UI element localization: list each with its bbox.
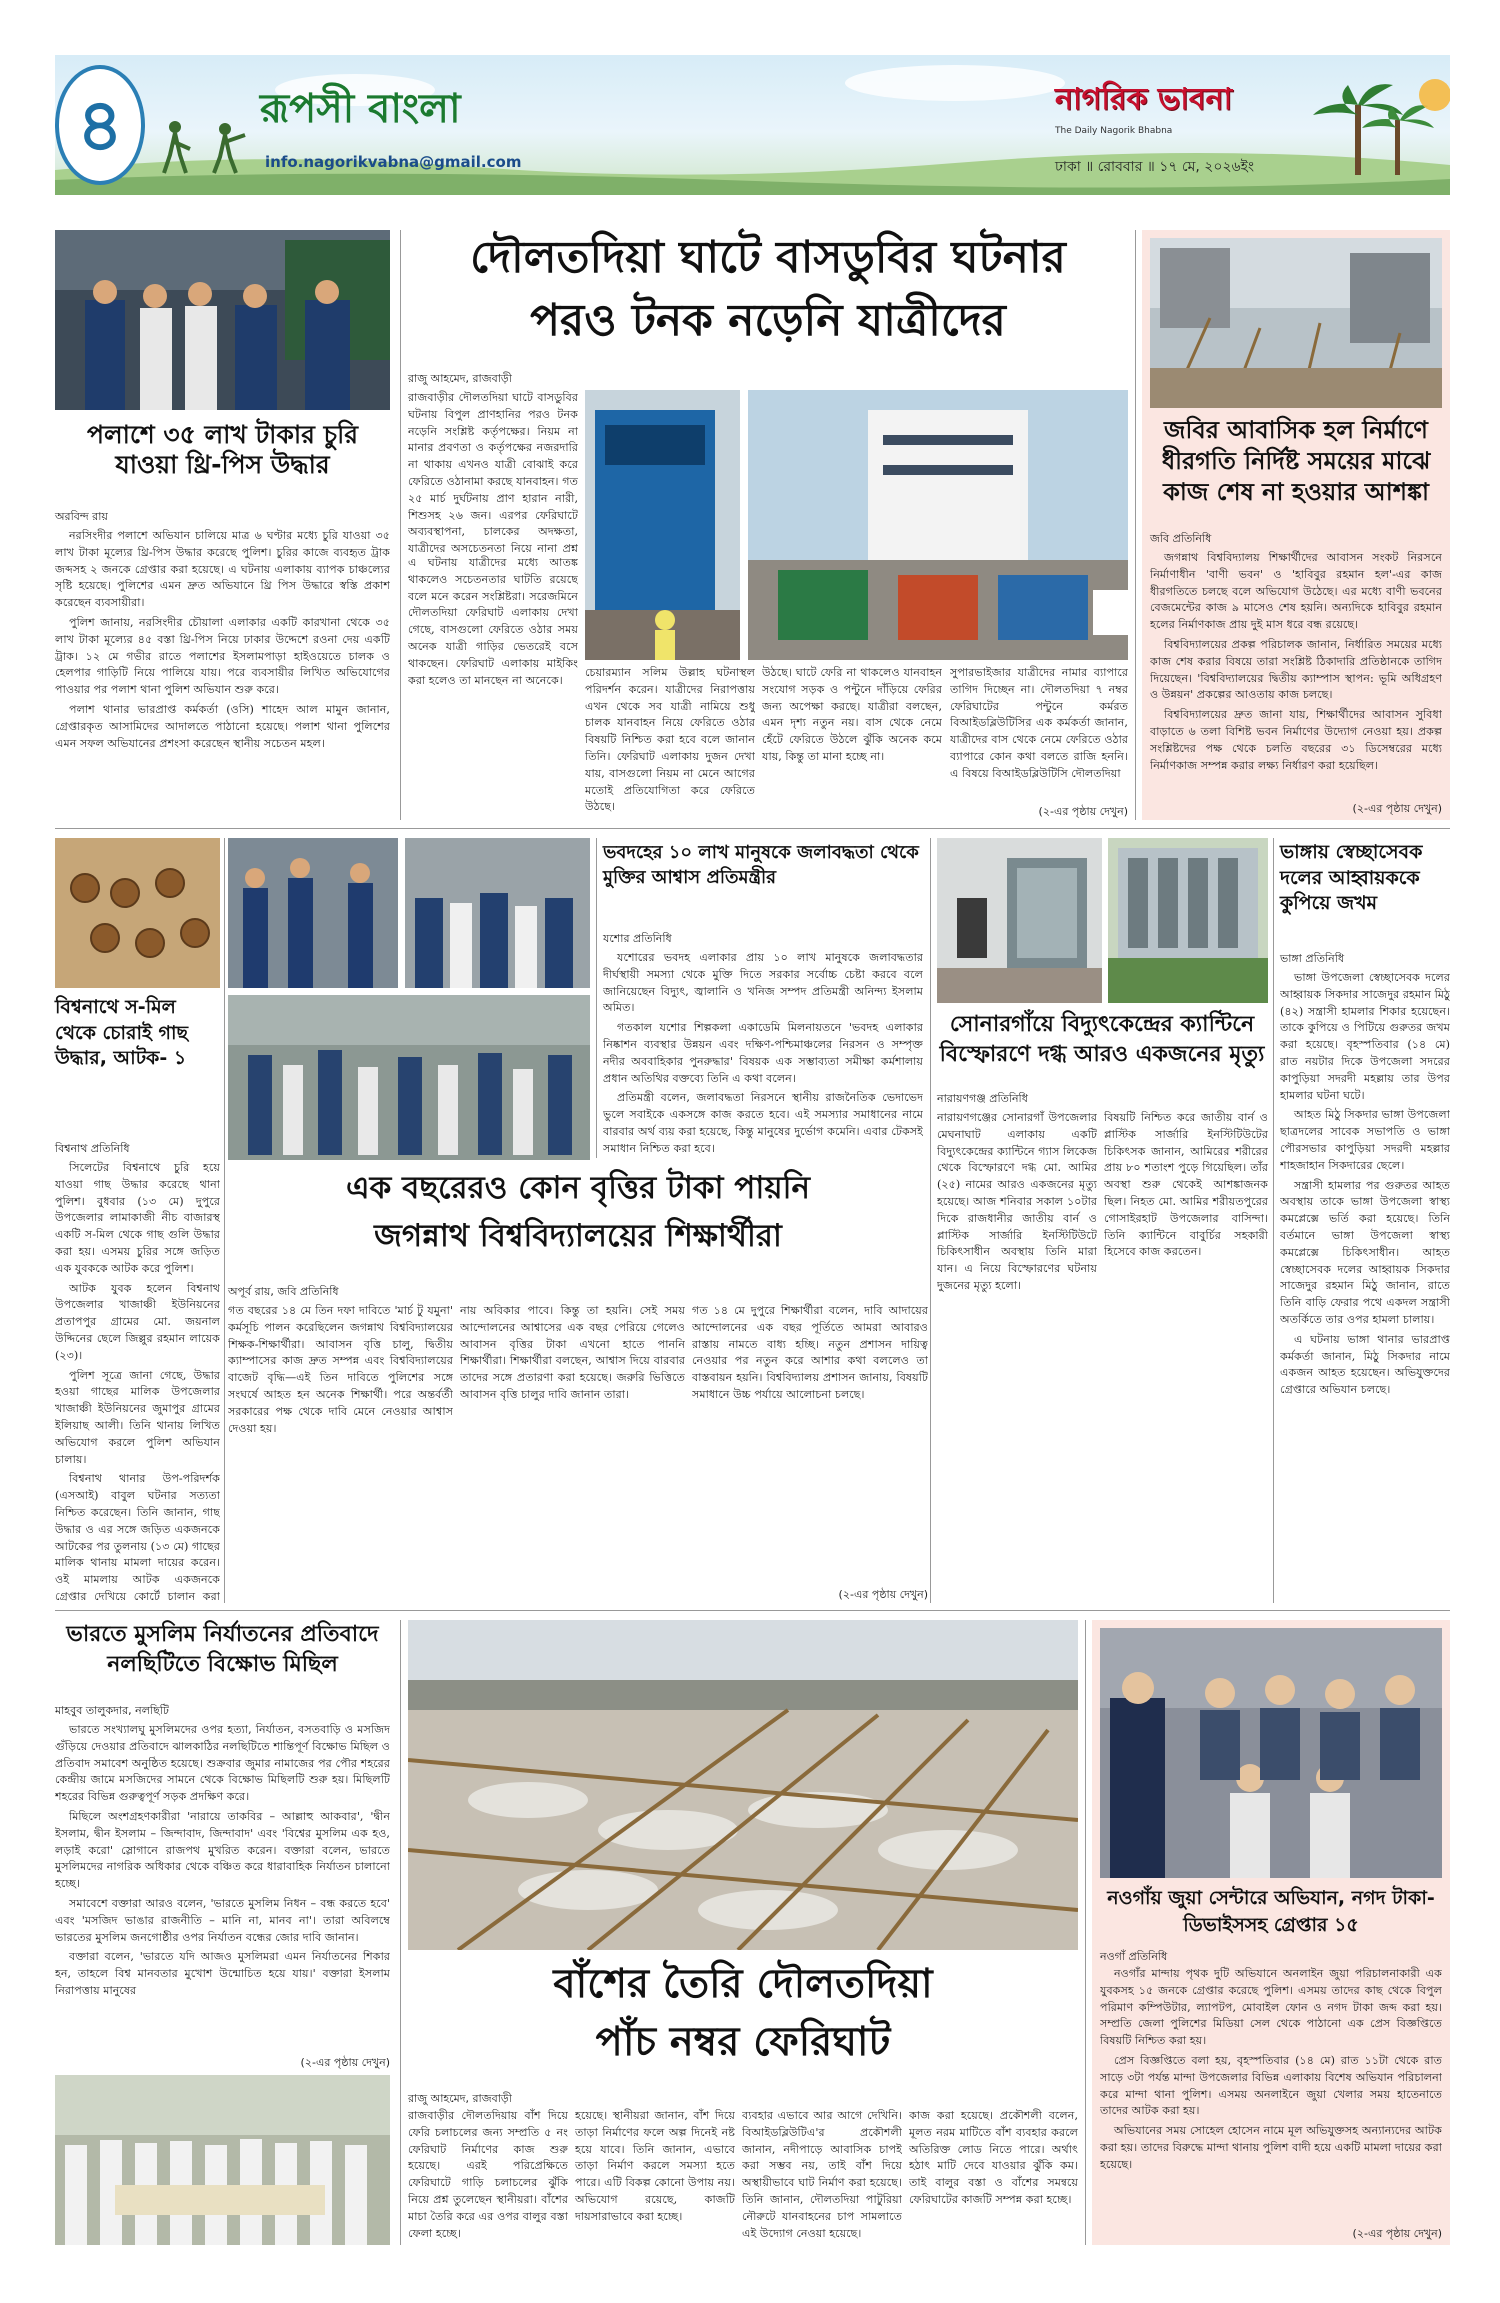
- palash-headline: পলাশে ৩৫ লাখ টাকার চুরি যাওয়া থ্রি-পিস উদ্ধার: [86, 420, 359, 479]
- bhanga-headline: ভাঙ্গায় স্বেচ্ছাসেবক দলের আহ্বায়ককে কুপিয়ে জখম: [1280, 841, 1423, 915]
- nalchity-paragraph: মিছিলে অংশগ্রহণকারীরা 'নারায়ে তাকবির – আল্লাহু আকবার', 'দ্বীন ইসলাম, দ্বীন ইসলাম – জিন্দাবাদ, জিন্দাবাদ' এবং 'বিশ্বের মুসলিম এক হও, লড়াই করো' স্লোগানে রাজপথ মুখরিত করেন। বক্তারা বলেন, ভারতে মুসলিমদের নাগরিক অধিকার থেকে বঞ্চিত করে ধারাবাহিক নির্যাতন চালানো হচ্ছে।: [55, 1809, 390, 1891]
- column-rule: [400, 230, 401, 820]
- sonargaon-col-2: বিষয়টি নিশ্চিত করে জাতীয় বার্ন ও প্লাস্টিক সার্জারি ইনস্টিটিউটের চিকিৎসক জানান, আমিরের শরীরের প্রায় ৮০ শতাংশ পুড়ে গিয়েছিল। তাঁর অবস্থা শুরু থেকেই আশঙ্কাজনক ছিল। নিহত মো. আমির শরীয়তপুরের গোসাইরহাট উপজেলার বাসিন্দা। তিনি ক্যান্টিনে বাবুর্চির সহকারী হিসেবে কাজ করতেন।: [1104, 1111, 1268, 1259]
- jabi-paragraph: বিশ্ববিদ্যালয়ের প্রকল্প পরিচালক জানান, নির্ধারিত সময়ের মধ্যে কাজ শেষ করার বিষয়ে তারা সংশ্লিষ্ট ঠিকাদারি প্রতিষ্ঠানকে তাগিদ দিয়েছেন। 'বিশ্ববিদ্যালয়ের দ্বিতীয় ক্যাম্পাস স্থাপন: ভূমি অধিগ্রহণ ও উন্নয়ন' প্রকল্পের আওতায় কাজ চলছে।: [1150, 637, 1442, 702]
- jabi-body: [1150, 550, 1442, 795]
- bamboo-col-3: ব্যবহার এভাবে আর আগে দেখিনি। বিআইডব্লিউটিএ'র প্রকৌশলী জানান, নদীপাড়ে আবাসিক চাপই করা সম্ভব নয়, তাই বাঁশ দিয়ে অস্থায়ীভাবে ঘাট নির্মাণ করা হয়েছে। তিনি জানান, দৌলতদিয়া পাটুরিয়া নৌরুটে যানবাহনের চাপ সামলাতে এই উদ্যোগ নেওয়া হয়েছে।: [742, 2109, 902, 2240]
- nalchity-paragraph: ভারতে সংখ্যালঘু মুসলিমদের ওপর হত্যা, নির্যাতন, বসতবাড়ি ও মসজিদ গুঁড়িয়ে দেওয়ার প্রতিবাদে ঝালকাঠির নলছিটিতে শান্তিপূর্ণ বিক্ষোভ মিছিল ও প্রতিবাদ সমাবেশ অনুষ্ঠিত হয়েছে। শুক্রবার জুমার নামাজের পর পৌর শহরের কেন্দ্রীয় জামে মসজিদের সামনে থেকে বিক্ষোভ মিছিলটি শুরু হয়। মিছিলটি শহরের বিভিন্ন গুরুত্বপূর্ণ সড়ক প্রদক্ষিণ করে।: [55, 1723, 390, 1804]
- naogaon-photo: [1100, 1628, 1442, 1878]
- protest-photo-2: [405, 838, 590, 988]
- main-continued: (২-এর পৃষ্ঠায় দেখুন): [1038, 805, 1128, 818]
- dateline: ঢাকা ॥ রোববার ॥ ১৭ মে, ২০২৬ইং: [1055, 159, 1254, 175]
- main-headline-line2: পরও টনক নড়েনি যাত্রীদের: [530, 295, 1006, 346]
- palash-paragraph: পুলিশ জানায়, নরসিংদীর চৌয়ালা এলাকার একটি কারখানা থেকে ৩৫ লাখ টাকা মূল্যের ৪৫ বস্তা থ্রি-পিস নিয়ে ঢাকার উদ্দেশে রওনা দেয় একটি ট্রাক। ১২ মে গভীর রাতে পলাশের ইসলামপাড়া হাইওয়েতে চালক ও হেলপার গাড়িটি নিয়ে পালিয়ে যায়। পরে ব্যবসায়ীর লিখিত অভিযোগের পাওয়ার পর পলাশ থানা পুলিশ অভিযান শুরু করে।: [55, 615, 390, 697]
- bhanga-paragraph: এ ঘটনায় ভাঙ্গা থানার ভারপ্রাপ্ত কর্মকর্তা জানান, মিঠু সিকদার নামে একজন আহত হয়েছেন। অভিযুক্তদের গ্রেপ্তারে অভিযান চলছে।: [1280, 1332, 1450, 1397]
- bhabadaha-byline: যশোর প্রতিনিধি: [603, 932, 672, 945]
- column-rule: [930, 838, 931, 1603]
- sonargaon-byline: নারায়ণগঞ্জ প্রতিনিধি: [937, 1092, 1028, 1105]
- naogaon-byline: নওগাঁ প্রতিনিধি: [1100, 1950, 1168, 1963]
- row-rule: [55, 1610, 1450, 1611]
- main-col-4: উঠছে। ঘাটে ফেরি না থাকলেও যানবাহন সংযোগ সড়ক ও পন্টুনে দাঁড়িয়ে ফেরির জন্য অপেক্ষা করছে। যাত্রীরা বলছেন, এমন দৃশ্য নতুন নয়। বাস থেকে নেমে হেঁটে ফেরিতে উঠলে ঝুঁকি অনেক কমে যায়, কিন্তু তা মানা হচ্ছে না।: [762, 666, 942, 763]
- main-col-3: চেয়ারম্যান সলিম উল্লাহ ঘটনাস্থল পরিদর্শন করেন। যাত্রীদের নিরাপত্তায় এখন থেকে সব যাত্রী নামিয়ে শুধু চালক যানবাহন নিয়ে ফেরিতে ওঠার বিষয়টি নিশ্চিত করা হবে বলে জানান তিনি। ফেরিঘাট এলাকায় দুজন দেখা যায়, বাসগুলো নিয়ম না মেনে আগের মতোই প্রতিযোগিতা করে ফেরিতে উঠছে।: [585, 666, 755, 814]
- palash-paragraph: নরসিংদীর পলাশে অভিযান চালিয়ে মাত্র ৬ ঘণ্টার মধ্যে চুরি যাওয়া ৩৫ লাখ টাকা মূল্যের থ্রি-পিস উদ্ধার করেছে পুলিশ। চুরির কাজে ব্যবহৃত ট্রাক জব্দসহ ২ জনকে গ্রেপ্তার করা হয়েছে। এ ঘটনায় এলাকায় ব্যাপক চাঞ্চল্যের সৃষ্টি হয়েছে। পুলিশের এমন দ্রুত অভিযানে থ্রি পিস উদ্ধারে স্বস্তি প্রকাশ করেছেন ব্যবসায়ীরা।: [55, 529, 390, 610]
- jabi-photo: [1150, 238, 1442, 408]
- bhabadaha-paragraph: যশোরের ভবদহ এলাকার প্রায় ১০ লাখ মানুষকে জলাবদ্ধতার দীর্ঘস্থায়ী সমস্যা থেকে মুক্তি দিতে সরকার সর্বোচ্চ চেষ্টা করবে বলে জানিয়েছেন বিদ্যুৎ, জ্বালানি ও খনিজ সম্পদ প্রতিমন্ত্রী অনিন্দ্য ইসলাম অমিত।: [603, 951, 923, 1015]
- column-rule: [1273, 838, 1274, 1603]
- naogaon-continued: (২-এর পৃষ্ঠায় দেখুন): [1352, 2227, 1442, 2240]
- bhanga-paragraph: সন্ত্রাসী হামলার পর গুরুতর আহত অবস্থায় তাকে ভাঙ্গা উপজেলা স্বাস্থ্য কমপ্লেক্সে ভর্তি করা হয়েছে। তিনি বর্তমানে ভাঙ্গা উপজেলা স্বাস্থ্য কমপ্লেক্সে চিকিৎসাধীন। আহত স্বেচ্ছাসেবক দলের আহ্বায়ক সিকদার সাজেদুর রহমান মিঠু জানান, রাতে তিনি বাড়ি ফেরার পথে একদল সন্ত্রাসী অতর্কিতে তার ওপর হামলা চালায়।: [1280, 1178, 1450, 1326]
- column-rule: [400, 1620, 401, 2245]
- bishwanath-byline: বিশ্বনাথ প্রতিনিধি: [55, 1142, 130, 1155]
- bamboo-photo: [408, 1620, 1078, 1950]
- nalchity-byline: মাহবুব তালুকদার, নলছিটি: [55, 1704, 169, 1717]
- naogaon-paragraph: প্রেস বিজ্ঞপ্তিতে বলা হয়, বৃহস্পতিবার (১৪ মে) রাত ১১টা থেকে রাত সাড়ে ৩টা পর্যন্ত মান্দা উপজেলার বিভিন্ন এলাকায় বিশেষ অভিযান পরিচালনা করে মান্দা থানা পুলিশ। এসময় অনলাইনে জুয়া খেলার সময় হাতেনাতে তাদের আটক করা হয়।: [1100, 2053, 1442, 2118]
- protest-photo-1: [228, 838, 398, 988]
- main-byline: রাজু আহমেদ, রাজবাড়ী: [408, 372, 512, 385]
- bishwanath-body: [55, 1160, 220, 1605]
- sonargaon-photo-room: [937, 838, 1102, 1003]
- bishwanath-photo-logs: [55, 838, 220, 988]
- section-email: info.nagorikvabna@gmail.com: [265, 153, 522, 171]
- sonargaon-headline: সোনারগাঁয়ে বিদ্যুৎকেন্দ্রের ক্যান্টিনে বিস্ফোরণে দগ্ধ আরও একজনের মৃত্যু: [939, 1012, 1265, 1067]
- bamboo-headline-line1: বাঁশের তৈরি দৌলতদিয়া: [553, 1961, 933, 2007]
- main-headline-line1: দৌলতদিয়া ঘাটে বাসডুবির ঘটনার: [470, 232, 1066, 283]
- jabi-byline: জবি প্রতিনিধি: [1150, 532, 1212, 545]
- jagannath-headline-line2: জগন্নাথ বিশ্ববিদ্যালয়ের শিক্ষার্থীরা: [374, 1218, 782, 1254]
- nalchity-paragraph: বক্তারা বলেন, 'ভারতে যদি আজও মুসলিমরা এমন নির্যাতনের শিকার হন, তাহলে বিশ্ব মানবতার মুখোশ উন্মোচিত হয়ে যায়।' বক্তারা ইসলাম নিরাপত্তায় মানুষের: [55, 1950, 390, 1997]
- jagannath-col-2: নায় অবিকার পাবে। কিন্তু তা হয়নি। সেই সময় আন্দোলনের আশ্বাসের এক বছর পেরিয়ে গেলেও আবাসন বৃত্তির টাকা এখনো হাতে পাননি শিক্ষার্থীরা। শিক্ষার্থীরা বলছেন, আশ্বাস দিয়ে বারবার তাদের সঙ্গে প্রতারণা করা হয়েছে। জরুরি ভিত্তিতে আবাসন বৃত্তি চালুর দাবি জানান তারা।: [460, 1304, 685, 1401]
- paper-logo: [1055, 75, 1235, 145]
- main-photo-ferry: [748, 390, 1128, 660]
- main-col-2: এ ঘটনায় যাত্রীদের মধ্যে আতঙ্ক থাকলেও সচেতনতার ঘাটতি রয়েছে বলে মনে করেন সংশ্লিষ্টরা। সরেজমিনে দৌলতদিয়া ফেরিঘাট এলাকায় দেখা গেছে, বাসগুলো ফেরিতে ওঠার সময় অনেক যাত্রী গাড়ির ভেতরেই বসে থাকছেন। ফেরিঘাট এলাকায় মাইকিং করা হলেও তা মানছেন না অনেকে।: [408, 556, 578, 687]
- bishwanath-paragraph: বিশ্বনাথ থানার উপ-পরিদর্শক (এসআই) বাবুল ঘটনার সত্যতা নিশ্চিত করেছেন। তিনি জানান, গাছ উদ্ধার ও এর সঙ্গে জড়িত একজনকে আটকের পর তুলনায় (১৩ মে) গাছের মালিক থানায় মামলা দায়ের করেন। ওই মামলায় আটক একজনকে গ্রেপ্তার দেখিয়ে কোর্টে চালান করা: [55, 1472, 220, 1603]
- naogaon-paragraph: নওগাঁর মান্দায় পৃথক দুটি অভিযানে অনলাইন জুয়া পরিচালনাকারী এক যুবকসহ ১৫ জনকে গ্রেপ্তার করেছে পুলিশ। এসময় তাদের কাছ থেকে বিপুল পরিমাণ কম্পিউটার, ল্যাপটপ, মোবাইল ফোন ও নগদ টাকা জব্দ করা হয়। সম্প্রতি জেলা পুলিশের মিডিয়া সেল থেকে পাঠানো এক প্রেস বিজ্ঞপ্তিতে বিষয়টি নিশ্চিত করা হয়।: [1100, 1967, 1442, 2048]
- bishwanath-paragraph: পুলিশ সূত্রে জানা গেছে, উদ্ধার হওয়া গাছের মালিক উপজেলার খাজাঞ্চী ইউনিয়নের জুমাপুর গ্রামের ইলিয়াছ আলী। তিনি থানায় লিখিত অভিযোগ করলে পুলিশ অভিযান চালায়।: [55, 1368, 220, 1466]
- bhanga-paragraph: আহত মিঠু সিকদার ভাঙ্গা উপজেলা ছাত্রদলের সাবেক সভাপতি ও ভাঙ্গা পৌরসভার কাপুড়িয়া সদরদী মহল্লার শাহজাহান সিকদারের ছেলে।: [1280, 1108, 1450, 1172]
- masthead-banner: [55, 55, 1450, 195]
- row-rule: [55, 828, 1450, 829]
- column-rule: [1135, 230, 1136, 820]
- jagannath-byline: অপূর্ব রায়, জবি প্রতিনিধি: [228, 1285, 339, 1298]
- main-photo-bus: [585, 390, 740, 660]
- naogaon-headline: নওগাঁয় জুয়া সেন্টারে অভিযান, নগদ টাকা-ডিভাইসসহ গ্রেপ্তার ১৫: [1107, 1887, 1435, 1936]
- jabi-paragraph: বিশ্ববিদ্যালয়ের দ্রুত জানা যায়, শিক্ষার্থীদের আবাসন সুবিধা বাড়াতে ৬ তলা বিশিষ্ট ভবন নির্মাণের উদ্যোগ নেওয়া হয়। প্রকল্প সংশ্লিষ্টদের পক্ষ থেকে চলতি বছরের ৩১ ডিসেম্বরের মধ্যে নির্মাণকাজ সম্পন্ন করার লক্ষ্য নির্ধারণ করা হয়েছিল।: [1150, 708, 1442, 772]
- bhabadaha-paragraph: প্রতিমন্ত্রী বলেন, জলাবদ্ধতা নিরসনে স্থানীয় রাজনৈতিক ভেদাভেদ ভুলে সবাইকে একসঙ্গে কাজ করতে হবে। এই সমস্যার সমাধানের নামে বারবার অর্থ ব্যয় করা হয়েছে, কিন্তু মানুষের দুর্ভোগ কমেনি। এবার টেকসই সমাধান নিশ্চিত করা হবে।: [603, 1091, 923, 1155]
- bishwanath-headline: বিশ্বনাথে স-মিল থেকে চোরাই গাছ উদ্ধার, আটক- ১: [55, 996, 188, 1070]
- paper-name: নাগরিক ভাবনা: [1055, 82, 1233, 117]
- bamboo-byline: রাজু আহমেদ, রাজবাড়ী: [408, 2092, 512, 2105]
- section-title: রূপসী বাংলা: [260, 86, 461, 132]
- palash-body: [55, 528, 390, 818]
- farmer-illustration: [150, 115, 260, 175]
- bhabadaha-body: [603, 950, 923, 1160]
- bamboo-headline-line2: পাঁচ নম্বর ফেরিঘাট: [595, 2019, 891, 2065]
- bhanga-paragraph: ভাঙ্গা উপজেলা স্বেচ্ছাসেবক দলের আহ্বায়ক সিকদার সাজেদুর রহমান মিঠু (৪২) সন্ত্রাসী হামলার শিকার হয়েছেন। তাকে কুপিয়ে ও পিটিয়ে গুরুতর জখম করা হয়েছে। বৃহস্পতিবার (১৪ মে) রাত নয়টার দিকে উপজেলা সদরের কাপুড়িয়া সদরদী মহল্লায় তার উপর হামলার ঘটনা ঘটে।: [1280, 971, 1450, 1102]
- palash-byline: অরবিন্দ রায়: [55, 510, 108, 523]
- nalchity-body: [55, 1722, 390, 2052]
- page-number: ৪: [76, 83, 124, 167]
- nalchity-continued: (২-এর পৃষ্ঠায় দেখুন): [300, 2056, 390, 2069]
- jabi-paragraph: জগন্নাথ বিশ্ববিদ্যালয় শিক্ষার্থীদের আবাসন সংকট নিরসনে নির্মাণাধীন 'বাণী ভবন' ও 'হাবিবুর রহমান হল'-এর কাজ ধীরগতিতে চলছে বলে অভিযোগ উঠেছে। এর মধ্যে বাণী ভবনের বেজমেন্টের কাজ ৯ মাসেও শেষ হয়নি। অন্যদিকে হাবিবুর রহমান হলের নির্মাণকাজ প্রায় দুই মাস ধরে বন্ধ রয়েছে।: [1150, 551, 1442, 632]
- bishwanath-paragraph: আটক যুবক হলেন বিশ্বনাথ উপজেলার খাজাঞ্চী ইউনিয়নের প্রতাপপুর গ্রামের মো. জয়নাল উদ্দিনের ছেলে জিল্লুর রহমান লায়েক (২৩)।: [55, 1281, 220, 1362]
- bamboo-col-1: রাজবাড়ীর দৌলতদিয়ায় বাঁশ দিয়ে ফেরি চলাচলের জন্য সম্প্রতি ৫ নং ফেরিঘাট নির্মাণের কাজ শুরু হয়েছে। এরই পরিপ্রেক্ষিতে ফেরিঘাটে গাড়ি চলাচলের ঝুঁকি নিয়ে প্রশ্ন তুলেছেন স্থানীয়রা। বাঁশের মাচা তৈরি করে এর ওপর বালুর বস্তা ফেলা হচ্ছে।: [408, 2109, 568, 2240]
- palash-photo: [55, 230, 390, 410]
- sonargaon-col-1: নারায়ণগঞ্জের সোনারগাঁ উপজেলার মেঘনাঘাট এলাকায় একটি বিদ্যুৎকেন্দ্রের ক্যান্টিনে গ্যাস লিকেজ থেকে বিস্ফোরণে দগ্ধ মো. আমির (২৫) নামের আরও একজনের মৃত্যু হয়েছে। আজ শনিবার সকাল ১০টার দিকে রাজধানীর জাতীয় বার্ন ও প্লাস্টিক সার্জারি ইনস্টিটিউটে চিকিৎসাধীন অবস্থায় তিনি মারা যান। এ নিয়ে বিস্ফোরণের ঘটনায় দুজনের মৃত্যু হলো।: [937, 1111, 1097, 1292]
- column-rule: [224, 838, 225, 1603]
- nalchity-headline: ভারতে মুসলিম নির্যাতনের প্রতিবাদে নলছিটিতে বিক্ষোভ মিছিল: [66, 1622, 379, 1677]
- jabi-headline: জবির আবাসিক হল নির্মাণে ধীরগতি নির্দিষ্ট সময়ের মাঝে কাজ শেষ না হওয়ার আশঙ্কা: [1161, 416, 1431, 507]
- sonargaon-photo-exterior: [1108, 838, 1268, 1003]
- jabi-continued: (২-এর পৃষ্ঠায় দেখুন): [1352, 802, 1442, 815]
- bamboo-col-2: হয়েছে। স্থানীয়রা জানান, বাঁশ দিয়ে তাড়া নির্মাণের ফলে অল্প দিনেই নষ্ট হয়ে যাবে। তিনি জানান, এভাবে তাড়া নির্মাণ করলে সমস্যা হতে পারে। এটি বিকল্প কোনো উপায় নয়। অভিযোগ রয়েছে, কাজটি দায়সারাভাবে করা হচ্ছে।: [575, 2109, 735, 2223]
- bamboo-col-4: কাজ করা হয়েছে। প্রকৌশলী বলেন, মূলত নরম মাটিতে বাঁশ ব্যবহার করলে অতিরিক্ত লোড নিতে পারে। অর্থাৎ হঠাৎ মাটি দেবে যাওয়ার ঝুঁকি কম। তাই বালুর বস্তা ও বাঁশের সমন্বয়ে ফেরিঘাটের কাজটি সম্পন্ন করা হচ্ছে।: [909, 2109, 1078, 2206]
- jagannath-headline-line1: এক বছরেরও কোন বৃত্তির টাকা পায়নি: [346, 1170, 810, 1206]
- naogaon-paragraph: অভিযানের সময় সোহেল হোসেন নামে মূল অভিযুক্তসহ অন্যান্যদের আটক করা হয়। তাদের বিরুদ্ধে মান্দা থানায় পুলিশ বাদী হয়ে একটি মামলা দায়ের করা হয়েছে।: [1100, 2124, 1442, 2171]
- palash-paragraph: পলাশ থানার ভারপ্রাপ্ত কর্মকর্তা (ওসি) শাহেদ আল মামুন জানান, গ্রেপ্তারকৃত আসামিদের আদালতে পাঠানো হয়েছে। পলাশ থানা পুলিশের এমন সফল অভিযানের প্রশংসা করেছেন স্থানীয় সচেতন মহল।: [55, 702, 390, 750]
- jagannath-col-1: গত বছরের ১৪ মে তিন দফা দাবিতে 'মার্চ টু যমুনা' কর্মসূচি পালন করেছিলেন জগন্নাথ বিশ্ববিদ্যালয়ের শিক্ষক-শিক্ষার্থীরা। আবাসন বৃত্তি চালু, দ্বিতীয় ক্যাম্পাসের কাজ দ্রুত সম্পন্ন এবং বিশ্ববিদ্যালয়ের বাজেট বৃদ্ধি—এই তিন দাবিতে পুলিশের সঙ্গে সংঘর্ষে আহত হন অনেক শিক্ষার্থী। পরে অন্তর্বর্তী সরকারের পক্ষ থেকে দাবি মেনে নেওয়ার আশ্বাস দেওয়া হয়।: [228, 1304, 453, 1435]
- bhanga-byline: ভাঙ্গা প্রতিনিধি: [1280, 952, 1345, 965]
- bhabadaha-paragraph: গতকাল যশোর শিল্পকলা একাডেমি মিলনায়তনে 'ভবদহ এলাকার নিষ্কাশন ব্যবস্থার উন্নয়ন এবং দক্ষিণ-পশ্চিমাঞ্চলের নিরসন ও সম্পৃক্ত নদীর অববাহিকার পুনরুদ্ধার' বিষয়ক এক সম্ভাব্যতা সমীক্ষা কর্মশালায় প্রধান অতিথির বক্তব্যে তিনি এ কথা বলেন।: [603, 1021, 923, 1085]
- paper-tagline: The Daily Nagorik Bhabna: [1055, 126, 1173, 136]
- jagannath-continued: (২-এর পৃষ্ঠায় দেখুন): [838, 1588, 928, 1601]
- nalchity-paragraph: সমাবেশে বক্তারা আরও বলেন, 'ভারতে মুসলিম নিধন – বন্ধ করতে হবে' এবং 'মসজিদ ভাঙার রাজনীতি – মানি না, মানব না'। তারা অবিলম্বে ভারতের মুসলিম জনগোষ্ঠীর ওপর নির্যাতন বন্ধের জোর দাবি জানান।: [55, 1896, 390, 1944]
- bhabadaha-headline: ভবদহের ১০ লাখ মানুষকে জলাবদ্ধতা থেকে মুক্তির আশ্বাস প্রতিমন্ত্রীর: [603, 842, 919, 889]
- main-col-5: সুপারভাইজার যাত্রীদের নামার ব্যাপারে তাগিদ দিচ্ছেন না। দৌলতদিয়া ৭ নম্বর ফেরিঘাটের পন্টুনে কর্মরত বিআইডব্লিউটিসির এক কর্মকর্তা জানান, যাত্রীদের বাস থেকে নেমে ফেরিতে ওঠার ব্যাপারে কোন কথা বলতে রাজি হননি। এ বিষয়ে বিআইডব্লিউটিসি দৌলতদিয়া: [950, 666, 1128, 780]
- protest-photo-3: [228, 995, 590, 1160]
- naogaon-body: [1100, 1966, 1442, 2221]
- jagannath-col-3: গত ১৪ মে দুপুরে শিক্ষার্থীরা বলেন, দাবি আদায়ের আন্দোলনের এক বছর পূর্তিতে আমরা আবারও রাস্তায় নামতে বাধ্য হচ্ছি। নতুন প্রশাসন দায়িত্ব নেওয়ার পর নতুন করে আশার কথা বললেও তা বাস্তবায়ন হয়নি। বিশ্ববিদ্যালয় প্রশাসন জানায়, বিষয়টি সমাধানে উচ্চ পর্যায়ে আলোচনা চলছে।: [692, 1304, 928, 1401]
- column-rule: [1085, 1620, 1086, 2245]
- bhanga-body: [1280, 970, 1450, 1603]
- bishwanath-paragraph: সিলেটের বিশ্বনাথে চুরি হয়ে যাওয়া গাছ উদ্ধার করেছে থানা পুলিশ। বুধবার (১৩ মে) দুপুরে উপজেলার লামাকাজী নীচ বাজারস্থ একটি স-মিল থেকে গাছ গুলি উদ্ধার করা হয়। এসময় চুরির সঙ্গে জড়িত এক যুবককে আটক করে পুলিশ।: [55, 1161, 220, 1275]
- main-col-1: রাজবাড়ীর দৌলতদিয়া ঘাটে বাসডুবির ঘটনায় বিপুল প্রাণহানির পরও টনক নড়েনি সংশ্লিষ্ট কর্তৃপক্ষের। নিয়ম না মানার প্রবণতা ও কর্তৃপক্ষের নজরদারি না থাকায় এখনও যাত্রী বোঝাই করে ফেরিতে ওঠানামা করছে যানবাহন। গত ২৫ মার্চ দুর্ঘটনায় প্রাণ হারান নারী, শিশুসহ ২৬ জন। এরপর ফেরিঘাটে অব্যবস্থাপনা, চালকের অদক্ষতা, যাত্রীদের অসচেতনতা নিয়ে নানা প্রশ্ন: [408, 391, 578, 555]
- nalchity-photo: [55, 2075, 390, 2245]
- column-rule: [596, 838, 597, 1158]
